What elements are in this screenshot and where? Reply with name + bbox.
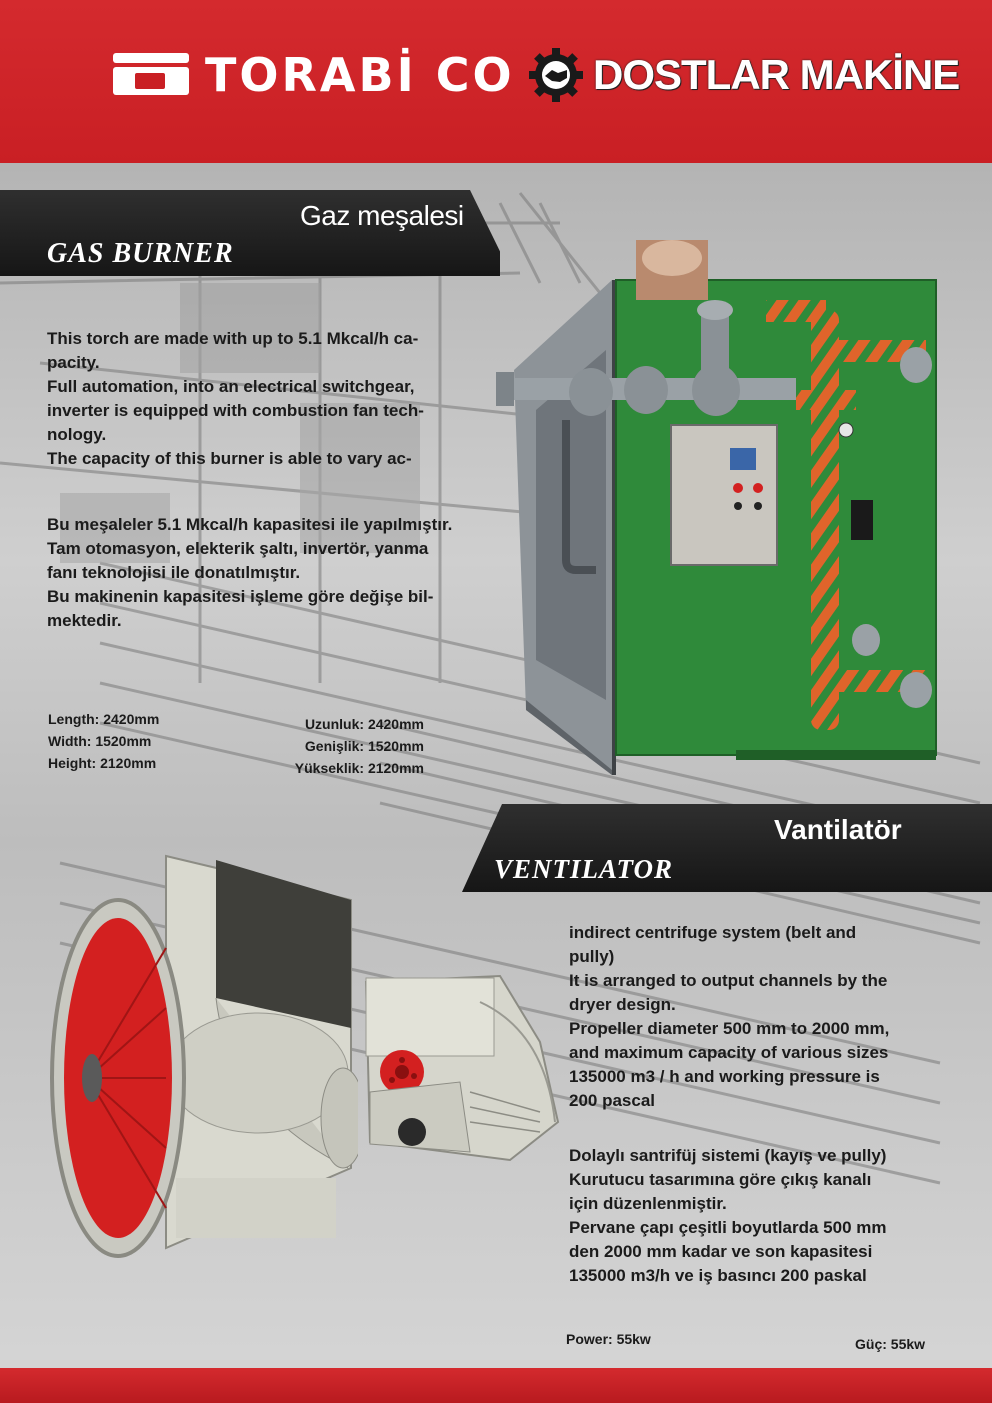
dostlar-brand-name: DOSTLAR MAKİNE: [593, 51, 960, 98]
ventilator-description-tr: Dolaylı santrifüj sistemi (kayış ve pully) Kurutucu tasarımına göre çıkış kanalı için düzenlenmiştir. Pervane çapı çeşitli boyutlarda 500 mm den 2000 mm kadar ve son kapasitesi 135000 m3/h ve iş basıncı 200 paskal: [569, 1146, 887, 1285]
dostlar-logo: [527, 46, 959, 104]
dimension-yukseklik: Yükseklik: 2120mm: [294, 760, 424, 776]
ventilator-title-tr: Vantilatör: [774, 814, 902, 845]
dimension-uzunluk: Uzunluk: 2420mm: [304, 716, 424, 732]
header-bar: [0, 0, 992, 163]
ventilator-power-tr: Güç: 55kw: [855, 1336, 926, 1352]
torabi-logo: [113, 48, 515, 102]
ventilator-description-en: indirect centrifuge system (belt and pully) It is arranged to output channels by the dryer design. Propeller diameter 500 mm to 2000 mm, and maximum capacity of various sizes 135000 m3 / h and working pressure is 200 pascal: [569, 923, 890, 1110]
gas-burner-description-tr: Bu meşaleler 5.1 Mkcal/h kapasitesi ile yapılmıştır. Tam otomasyon, elekterik şaltı, invertör, yanma fanı teknolojisi ile donatılmıştır. Bu makinenin kapasitesi işleme göre değişe bil- mektedir.: [47, 515, 453, 630]
gas-burner-title-tr: Gaz meşalesi: [300, 200, 464, 231]
footer-bar: [0, 1368, 992, 1403]
dimension-width: Width: 1520mm: [48, 733, 152, 749]
torabi-logo-icon: [113, 53, 189, 97]
gas-burner-photo: [496, 230, 950, 780]
gas-burner-description-en: This torch are made with up to 5.1 Mkcal/h ca- pacity. Full automation, into an electrical switchgear, inverter is equipped with combustion fan tech- nology. The capacity of this burner is able to vary ac-: [47, 329, 424, 468]
ventilator-title-en: VENTILATOR: [494, 854, 674, 884]
gas-burner-dimensions-tr: [266, 713, 424, 779]
ventilator-photo-large: [48, 848, 358, 1284]
dimension-height: Height: 2120mm: [48, 755, 157, 771]
ventilator-photo-small: [360, 972, 560, 1168]
gas-burner-dimensions-en: [48, 708, 159, 774]
ventilator-power-en: Power: 55kw: [566, 1331, 651, 1347]
dimension-length: Length: 2420mm: [48, 711, 160, 727]
torabi-brand-name: TORABİ CO: [205, 48, 515, 102]
gas-burner-title-en: GAS BURNER: [47, 238, 234, 269]
dimension-genislik: Genişlik: 1520mm: [304, 738, 424, 754]
gear-handshake-icon: [527, 46, 585, 104]
